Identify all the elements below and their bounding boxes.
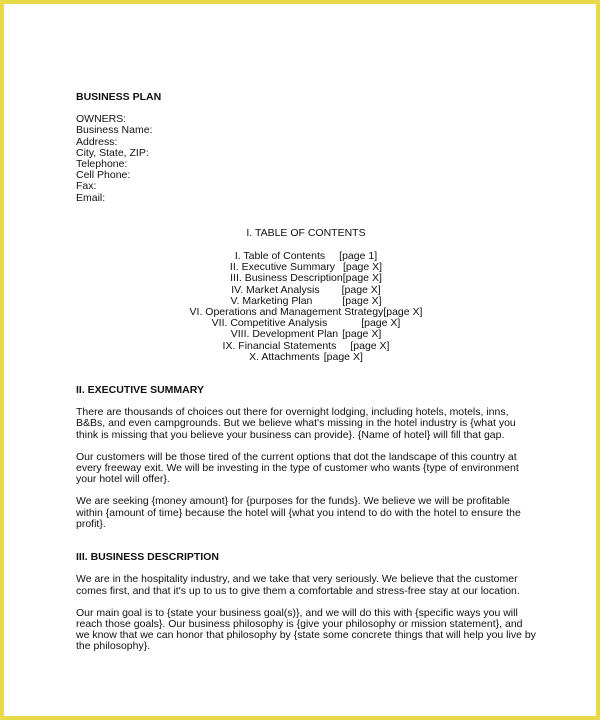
toc-page: [page X] (341, 283, 381, 296)
exec-summary-paragraph: There are thousands of choices out there for overnight lodging, including hotels, motels, inns, B&Bs, and even campgrounds. But we believe what's missing in the hotel industry is {what you think is missing that you believe your business can provide}. {Name of hotel} will fill that gap. (76, 406, 516, 441)
business-desc-paragraph: Our main goal is to {state your business goal(s)}, and we will do this with {specific ways you will reach those goals}. Our business philosophy is {give your philosophy or mission statement}, and we know that we can honor that philosophy by {state some concrete things that will help you live by the philosophy}. (76, 606, 536, 653)
toc-list (76, 251, 536, 363)
toc-label: VII. Competitive Analysis (211, 317, 328, 330)
toc-title: I. TABLE OF CONTENTS (246, 226, 366, 239)
exec-summary-paragraph: Our customers will be those tired of the current options that dot the landscape of this country at every freeway exit. We will be investing in the type of customer who wants {type of environment your hotel will offer}. (76, 450, 519, 486)
toc-page: [page X] (361, 317, 401, 330)
contact-telephone: Telephone: (76, 158, 128, 171)
toc-label: X. Attachments (249, 350, 320, 363)
business-desc-paragraph: We are in the hospitality industry, and we take that very seriously. We believe that the customer comes first, and that it's up to us to give them a comfortable and stress-free stay at our location. (76, 573, 520, 597)
toc-label: III. Business Description (230, 272, 343, 285)
toc-page: [page X] (383, 306, 423, 319)
toc-label: II. Executive Summary (229, 261, 335, 274)
document-page (4, 4, 596, 716)
toc-label: IX. Financial Statements (222, 339, 337, 352)
contact-email: Email: (76, 191, 106, 204)
toc-page: [page X] (342, 272, 382, 285)
contact-address: Address: (76, 135, 118, 148)
toc-row (76, 352, 536, 363)
exec-summary-paragraph: We are seeking {money amount} for {purposes for the funds}. We believe we will be profitable within {amount of time} because the hotel will {what you intend to do with the hotel to ensure the profit}. (76, 495, 521, 530)
toc-page: [page X] (342, 328, 382, 341)
contact-cell-phone: Cell Phone: (76, 169, 131, 182)
exec-summary-heading: II. EXECUTIVE SUMMARY (76, 384, 204, 397)
toc-page: [page X] (323, 350, 363, 363)
toc-label: I. Table of Contents (234, 250, 326, 263)
doc-title: BUSINESS PLAN (76, 91, 162, 103)
toc-row (76, 329, 536, 340)
contact-business-name: Business Name: (76, 124, 153, 137)
business-desc-heading: III. BUSINESS DESCRIPTION (76, 551, 219, 564)
toc-row (76, 273, 536, 284)
contact-city-state-zip: City, State, ZIP: (76, 146, 149, 159)
toc-label: VIII. Development Plan (230, 328, 339, 341)
toc-page: [page 1] (339, 250, 378, 263)
toc-page: [page X] (342, 294, 382, 307)
toc-page: [page X] (342, 261, 383, 274)
toc-label: VI. Operations and Management Strategy (189, 306, 384, 319)
contact-fax: Fax: (76, 180, 97, 193)
toc-page: [page X] (350, 339, 390, 352)
contact-owners: OWNERS: (76, 113, 127, 126)
contact-block (76, 114, 536, 204)
toc-label: IV. Market Analysis (231, 283, 320, 296)
document-content (76, 92, 536, 664)
toc-label: V. Marketing Plan (230, 294, 313, 307)
